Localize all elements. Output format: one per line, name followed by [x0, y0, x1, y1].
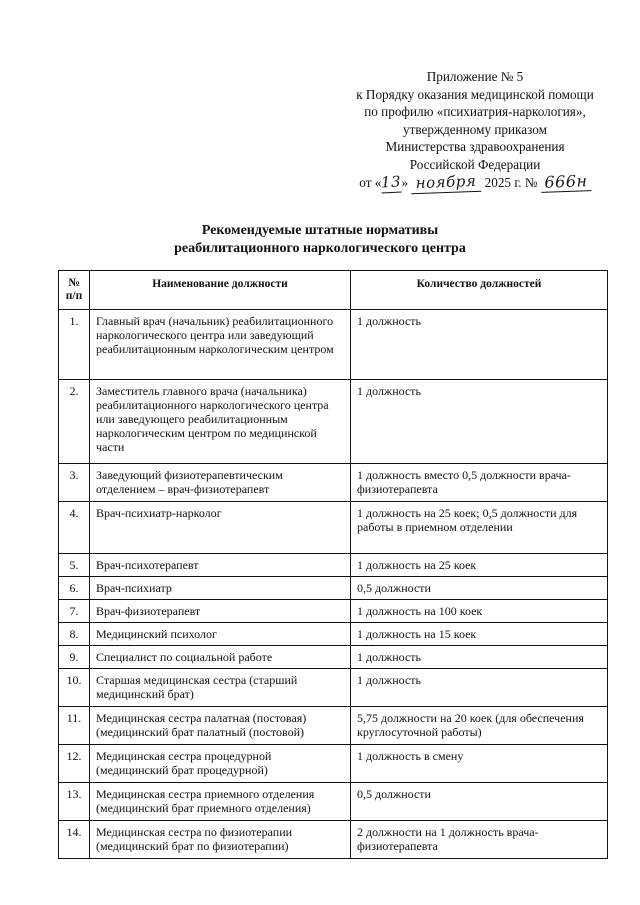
row-position-count: 0,5 должности [351, 783, 608, 821]
table-row [59, 783, 608, 821]
table-row [59, 646, 608, 669]
table-header-row [59, 271, 608, 310]
order-date-line [330, 173, 620, 193]
appendix-label: Приложение № 5 [426, 69, 524, 84]
handwritten-day: 13 [380, 172, 402, 192]
row-num: 1. [59, 310, 90, 380]
row-num: 2. [59, 380, 90, 464]
row-position-name: Врач-психиатр-нарколог [90, 502, 351, 554]
document-title [0, 222, 640, 258]
table-row [59, 380, 608, 464]
row-num: 14. [59, 821, 90, 859]
header-position-count: Количество должностей [351, 271, 608, 310]
row-num: 10. [59, 669, 90, 707]
approval-line-5: Министерства здравоохранения [385, 139, 565, 154]
row-position-name: Старшая медицинская сестра (старший медицинский брат) [90, 669, 351, 707]
row-num: 7. [59, 600, 90, 623]
row-position-name: Заведующий физиотерапевтическим отделением – врач-физиотерапевт [90, 464, 351, 502]
row-position-count: 1 должность вместо 0,5 должности врача-физиотерапевта [351, 464, 608, 502]
title-line-1: Рекомендуемые штатные нормативы [201, 223, 439, 238]
table-row [59, 669, 608, 707]
table-row [59, 821, 608, 859]
row-num: 12. [59, 745, 90, 783]
approval-line-3: по профилю «психиатрия-наркология», [364, 104, 586, 119]
approval-line-6: Российской Федерации [409, 156, 541, 172]
row-num: 4. [59, 502, 90, 554]
table-row [59, 707, 608, 745]
row-num: 6. [59, 577, 90, 600]
row-num: 13. [59, 783, 90, 821]
title-line-2: реабилитационного наркологического центра [174, 241, 466, 256]
row-num: 5. [59, 554, 90, 577]
header-num-line-1: № [68, 277, 80, 289]
row-position-name: Врач-психотерапевт [90, 554, 351, 577]
row-num: 9. [59, 646, 90, 669]
handwritten-order-number: 666н [540, 172, 591, 192]
table-row [59, 310, 608, 380]
row-position-name: Врач-психиатр [90, 577, 351, 600]
table-row [59, 745, 608, 783]
row-position-count: 1 должность на 25 коек; 0,5 должности для работы в приемном отделении [351, 502, 608, 554]
table-row [59, 502, 608, 554]
header-num-line-2: п/п [65, 290, 83, 302]
row-position-count: 2 должности на 1 должность врача-физиотерапевта [351, 821, 608, 859]
staffing-norms-table [58, 270, 608, 859]
header-position-name: Наименование должности [90, 271, 351, 310]
approval-line-4: утвержденному приказом [403, 121, 547, 137]
row-position-count: 1 должность в смену [351, 745, 608, 783]
table-row [59, 600, 608, 623]
row-position-name: Врач-физиотерапевт [90, 600, 351, 623]
row-position-count: 5,75 должности на 20 коек (для обеспечения круглосуточной работы) [351, 707, 608, 745]
row-position-name: Медицинская сестра приемного отделения (медицинский брат приемного отделения) [90, 783, 351, 821]
row-position-name: Главный врач (начальник) реабилитационного наркологического центра или заведующий реабилитационным наркологическим центром [90, 310, 351, 380]
row-position-count: 1 должность на 15 коек [351, 623, 608, 646]
row-num: 8. [59, 623, 90, 646]
table-row [59, 554, 608, 577]
row-position-name: Медицинский психолог [90, 623, 351, 646]
table-row [59, 577, 608, 600]
row-position-name: Медицинская сестра процедурной (медицинский брат процедурной) [90, 745, 351, 783]
table-row [59, 623, 608, 646]
row-position-name: Медицинская сестра по физиотерапии (медицинский брат по физиотерапии) [90, 821, 351, 859]
row-position-name: Заместитель главного врача (начальника) реабилитационного наркологического центра или заведующего реабилитационным наркологическим центром по медицинской части [90, 380, 351, 464]
row-position-name: Специалист по социальной работе [90, 646, 351, 669]
row-num: 11. [59, 707, 90, 745]
row-position-count: 1 должность на 25 коек [351, 554, 608, 577]
order-year-label: 2025 г. № [484, 175, 538, 190]
row-position-count: 1 должность на 100 коек [351, 600, 608, 623]
handwritten-month: ноября [411, 173, 482, 194]
row-num: 3. [59, 464, 90, 502]
order-from-label: от « [359, 175, 382, 190]
row-position-count: 0,5 должности [351, 577, 608, 600]
row-position-count: 1 должность [351, 310, 608, 380]
row-position-count: 1 должность [351, 380, 608, 464]
header-num [59, 271, 90, 310]
approval-line-2: к Порядку оказания медицинской помощи [356, 86, 594, 102]
row-position-name: Медицинская сестра палатная (постовая) (медицинский брат палатный (постовой) [90, 707, 351, 745]
row-position-count: 1 должность [351, 669, 608, 707]
row-position-count: 1 должность [351, 646, 608, 669]
quote-close: » [401, 175, 409, 190]
approval-block [330, 68, 620, 193]
table-row [59, 464, 608, 502]
